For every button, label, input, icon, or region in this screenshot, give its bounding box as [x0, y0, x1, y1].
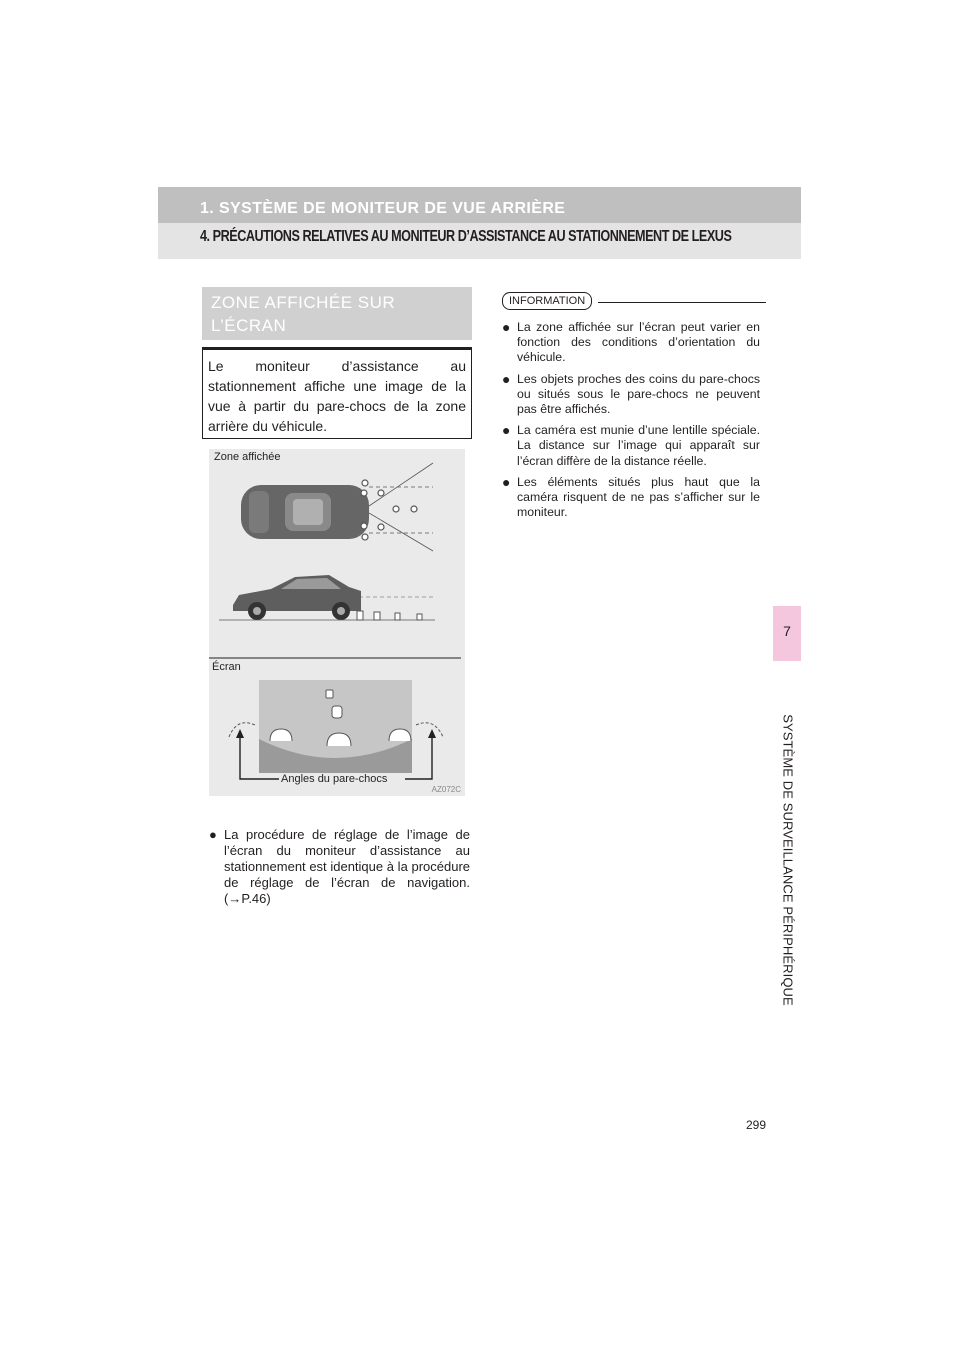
bullet-icon: ● — [502, 473, 511, 490]
box-heading-text — [211, 291, 395, 337]
illustration-svg — [209, 449, 465, 796]
list-item — [502, 320, 760, 366]
car-side-view — [233, 575, 361, 620]
page-header — [158, 187, 801, 259]
chapter-title: 4. PRÉCAUTIONS RELATIVES AU MONITEUR D’ASSISTANCE AU STATIONNEMENT DE LEXUS — [200, 228, 732, 245]
page-number: 299 — [746, 1118, 767, 1132]
list-item — [502, 372, 760, 418]
information-rule — [598, 302, 766, 303]
figure-code: AZ072C — [431, 785, 461, 794]
screen-image — [259, 680, 412, 773]
info-item-text: Les objets proches des coins du pare-chocs ou situés sous le pare-chocs ne peuvent pas être affichés. — [517, 371, 760, 417]
view-zone-lines — [369, 463, 433, 551]
info-item-text: Les éléments situés plus haut que la caméra risquent de ne pas s’afficher sur le moniteur. — [517, 474, 760, 520]
information-badge: INFORMATION — [502, 292, 592, 310]
bullet-icon: ● — [209, 827, 217, 842]
info-item-text: La caméra est munie d’une lentille spéciale. La distance sur l’image qui apparaît sur l’écran diffère de la distance réelle. — [517, 423, 760, 468]
list-item — [502, 475, 760, 521]
bullet-icon: ● — [502, 319, 511, 335]
bullet-icon: ● — [502, 370, 511, 387]
box-body-text: Le moniteur d’assistance au stationnement affiche une image de la vue à partir du pare-chocs de la zone arrière du véhicule. — [208, 358, 466, 434]
chapter-tab-number: 7 — [783, 623, 791, 639]
info-item-text: La zone affichée sur l’écran peut varier en fonction des conditions d’orientation du véhicule. — [517, 320, 760, 365]
procedure-note-text: La procédure de réglage de l’image de l’écran du moniteur d’assistance au stationnement est identique à la procédure de réglage de l’écran de navigation. (→P.46) — [224, 827, 470, 906]
sensor-points — [361, 480, 417, 540]
procedure-note — [209, 827, 470, 907]
chapter-side-label: SYSTÈME DE SURVEILLANCE PÉRIPHÉRIQUE — [780, 714, 796, 1006]
information-list — [502, 320, 760, 526]
bullet-icon: ● — [502, 422, 511, 439]
section-title: 1. SYSTÈME DE MONITEUR DE VUE ARRIÈRE — [200, 200, 566, 217]
box-body — [202, 347, 472, 439]
chapter-tab[interactable] — [773, 606, 801, 661]
box-heading-line-2: L’ÉCRAN — [211, 316, 287, 335]
label-ecran: Écran — [212, 661, 241, 673]
box-heading-line-1: ZONE AFFICHÉE SUR — [211, 293, 396, 312]
side-view-objects — [357, 611, 422, 620]
list-item — [502, 423, 760, 469]
illustration-figure — [209, 449, 465, 796]
label-bumper-corners: Angles du pare-chocs — [281, 773, 388, 785]
box-heading — [202, 287, 472, 340]
car-top-view — [241, 485, 369, 539]
label-zone-affichee: Zone affichée — [214, 451, 281, 463]
